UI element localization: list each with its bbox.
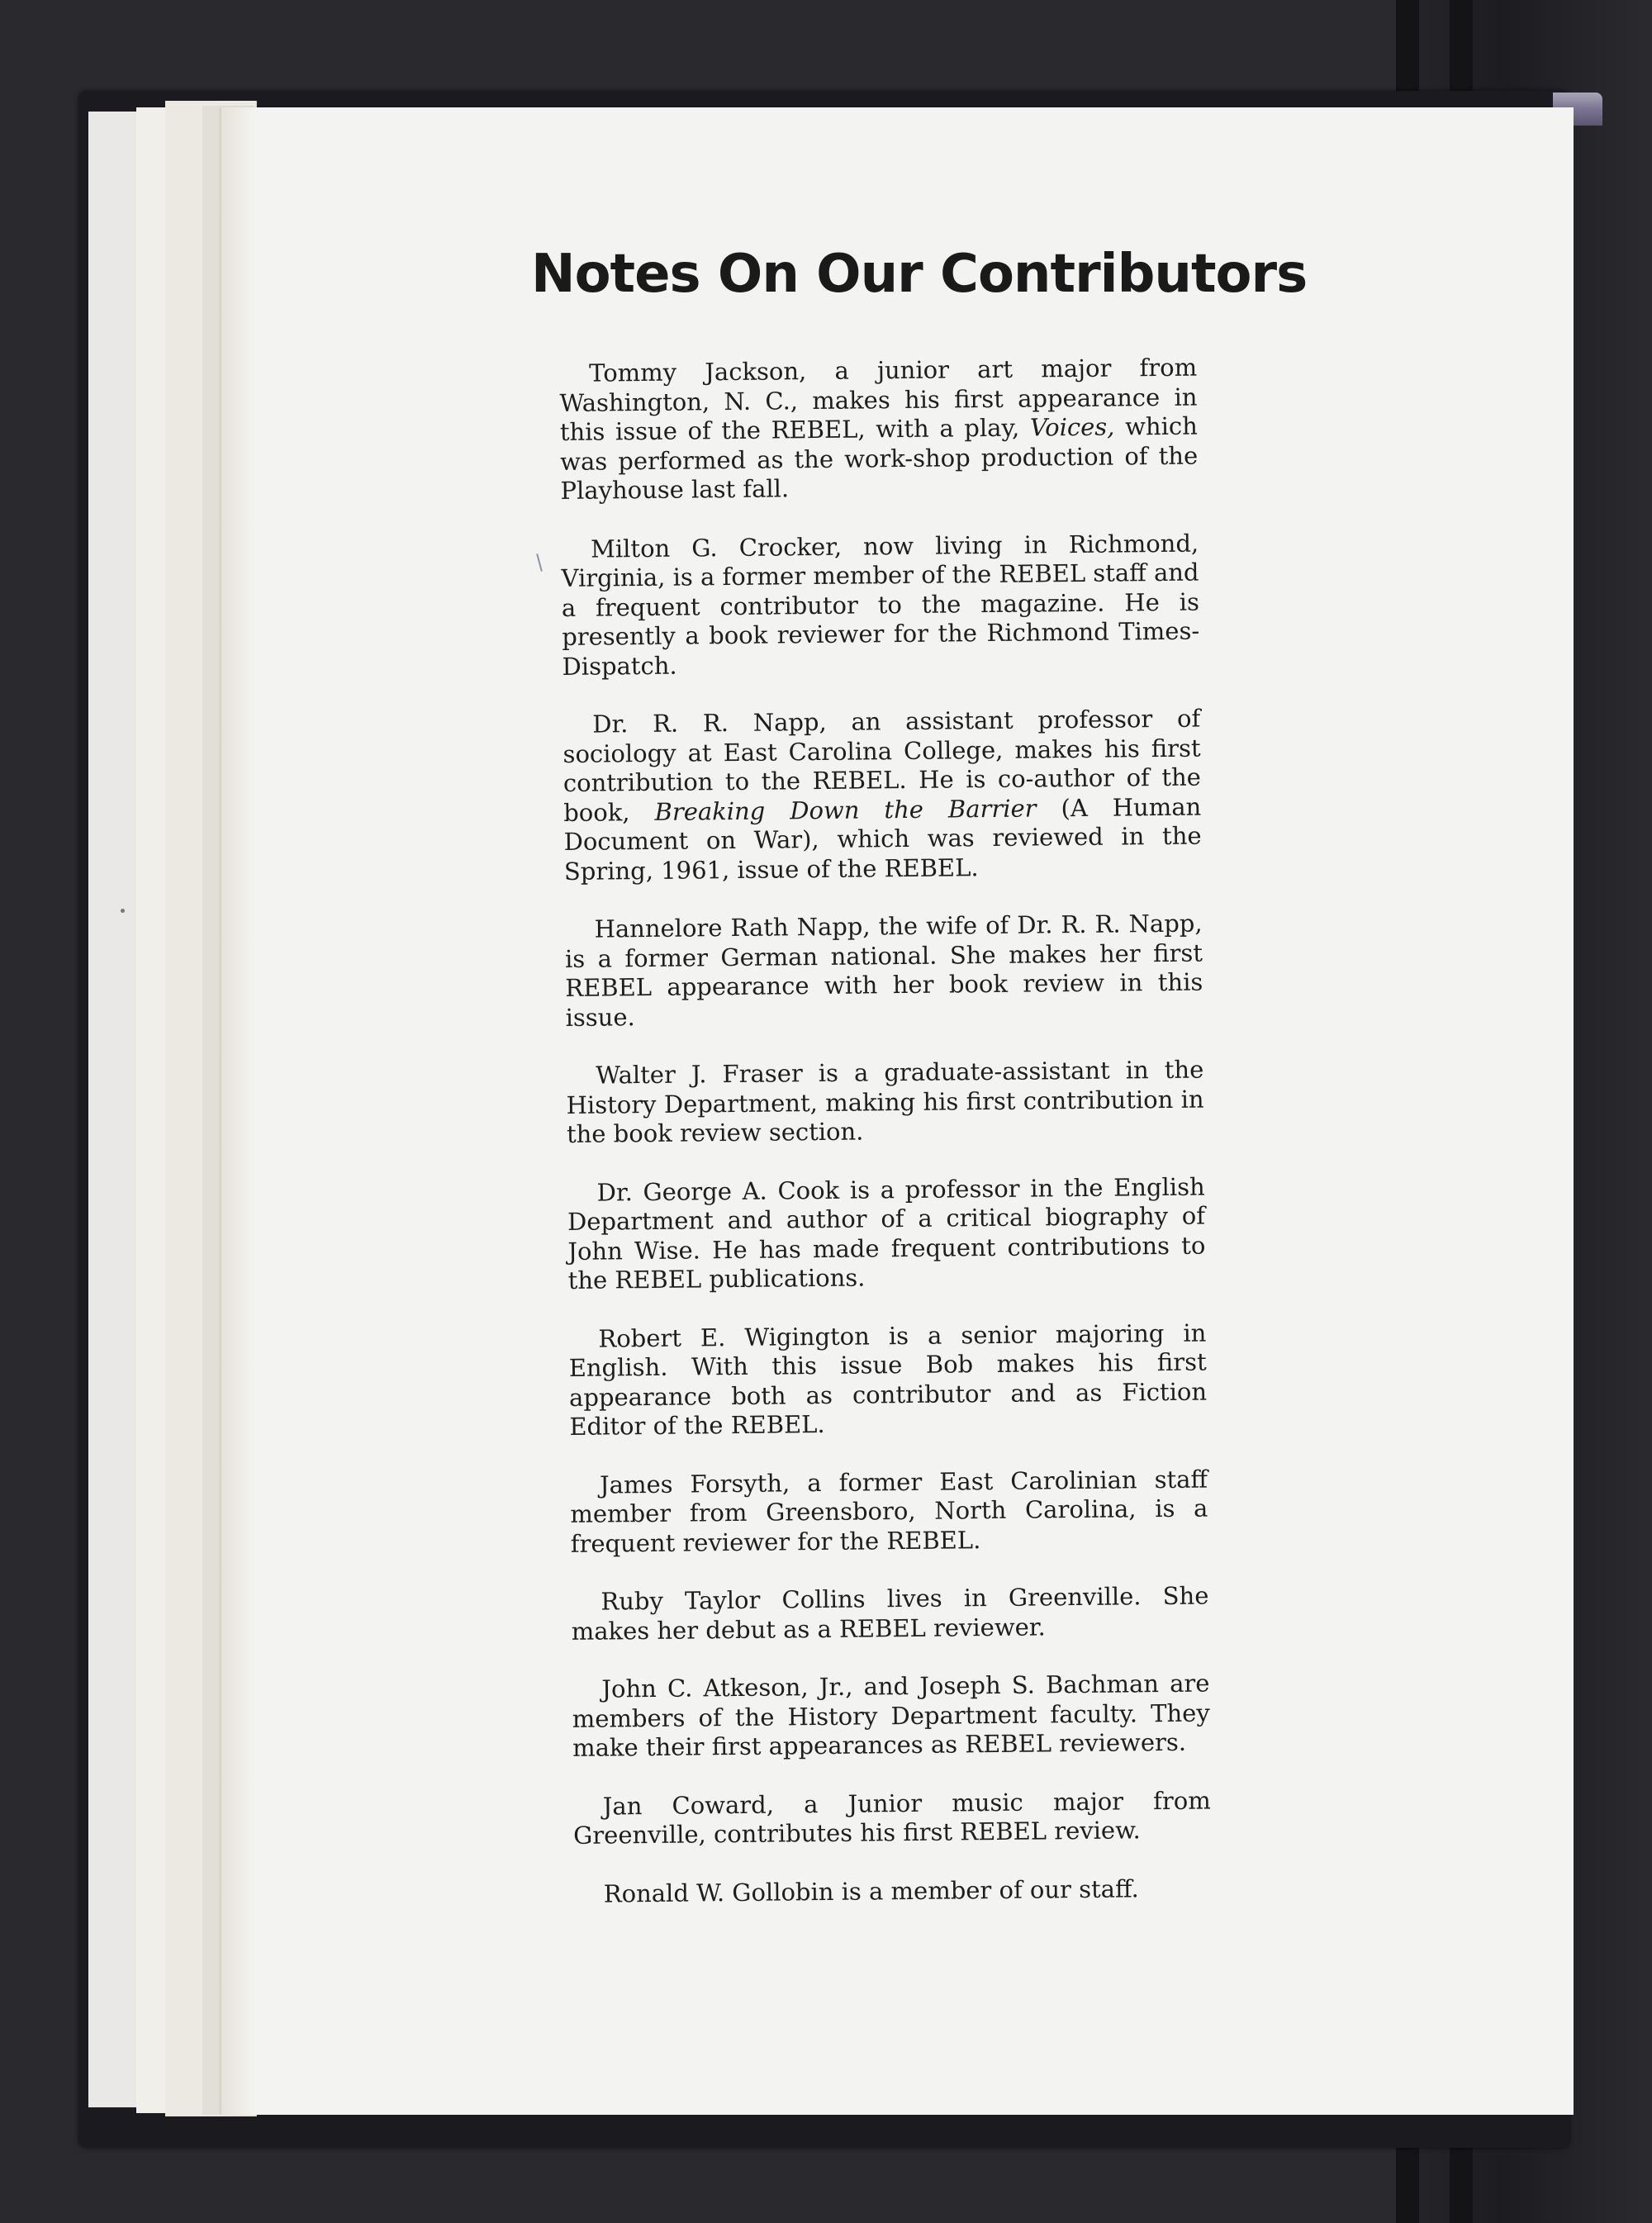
- paper-speck: [121, 909, 125, 913]
- gutter-shade: [221, 107, 254, 2115]
- contributor-note: [571, 1582, 1209, 1646]
- contributor-note: [564, 910, 1203, 1033]
- contributor-note: [568, 1318, 1207, 1442]
- note-italic-title: Voices,: [1029, 412, 1115, 442]
- contributor-note: [570, 1465, 1208, 1559]
- note-text: which was performed as the work-shop production of the Playhouse last fall.: [560, 411, 1199, 505]
- contributor-note: [566, 1056, 1204, 1150]
- page-title: Notes On Our Contributors: [531, 244, 1308, 305]
- note-text: Ruby Taylor Collins lives in Greenville. She makes her debut as a REBEL reviewer.: [571, 1581, 1209, 1646]
- note-text: Dr. R. R. Napp, an assistant professor of sociology at East Carolina College, makes his first contribution to the REBEL. He is co-author of the book,: [563, 704, 1202, 827]
- note-text: Milton G. Crocker, now living in Richmond, Virginia, is a former member of the REBEL staff and a frequent contributor to the magazine. He is presently a book reviewer for the Richmond Times-Dispatch.: [561, 529, 1200, 681]
- contributor-note: [572, 1670, 1210, 1764]
- contributor-note: [574, 1874, 1212, 1909]
- contributor-note: [567, 1172, 1206, 1295]
- note-text: Ronald W. Gollobin is a member of our staff.: [603, 1874, 1139, 1908]
- note-text: James Forsyth, a former East Carolinian staff member from Greensboro, North Carolina, is a frequent reviewer for the REBEL.: [570, 1465, 1208, 1558]
- note-text: Walter J. Fraser is a graduate-assistant in the History Department, making his first contribution in the book review section.: [566, 1055, 1204, 1148]
- contributor-note: [563, 705, 1202, 886]
- contributor-note: [561, 529, 1200, 682]
- note-italic-title: Breaking Down the Barrier: [654, 793, 1037, 826]
- contributor-note: [559, 354, 1199, 506]
- note-text: Tommy Jackson, a junior art major from Washington, N. C., makes his first appearance in this issue of the REBEL, with a play,: [559, 353, 1198, 446]
- note-text: Robert E. Wigington is a senior majoring in English. With this issue Bob makes his first appearance both as contributor and as Fiction Editor of the REBEL.: [568, 1318, 1208, 1441]
- note-text: John C. Atkeson, Jr., and Joseph S. Bachman are members of the History Department faculty. They make their first appearances as REBEL reviewers.: [572, 1669, 1210, 1762]
- note-text: Hannelore Rath Napp, the wife of Dr. R. R. Napp, is a former German national. She makes her first REBEL appearance with her book review in this issue.: [564, 909, 1203, 1032]
- contributor-note: [573, 1786, 1212, 1850]
- note-text: Jan Coward, a Junior music major from Greenville, contributes his first REBEL review.: [572, 1786, 1211, 1850]
- note-text: Dr. George A. Cook is a professor in the English Department and author of a critical biography of John Wise. He has made frequent contributions to the REBEL publications.: [567, 1172, 1206, 1294]
- contributor-notes: [559, 354, 1212, 1938]
- note-text: (A Human Document on War), which was reviewed in the Spring, 1961, issue of the REBEL.: [563, 792, 1202, 886]
